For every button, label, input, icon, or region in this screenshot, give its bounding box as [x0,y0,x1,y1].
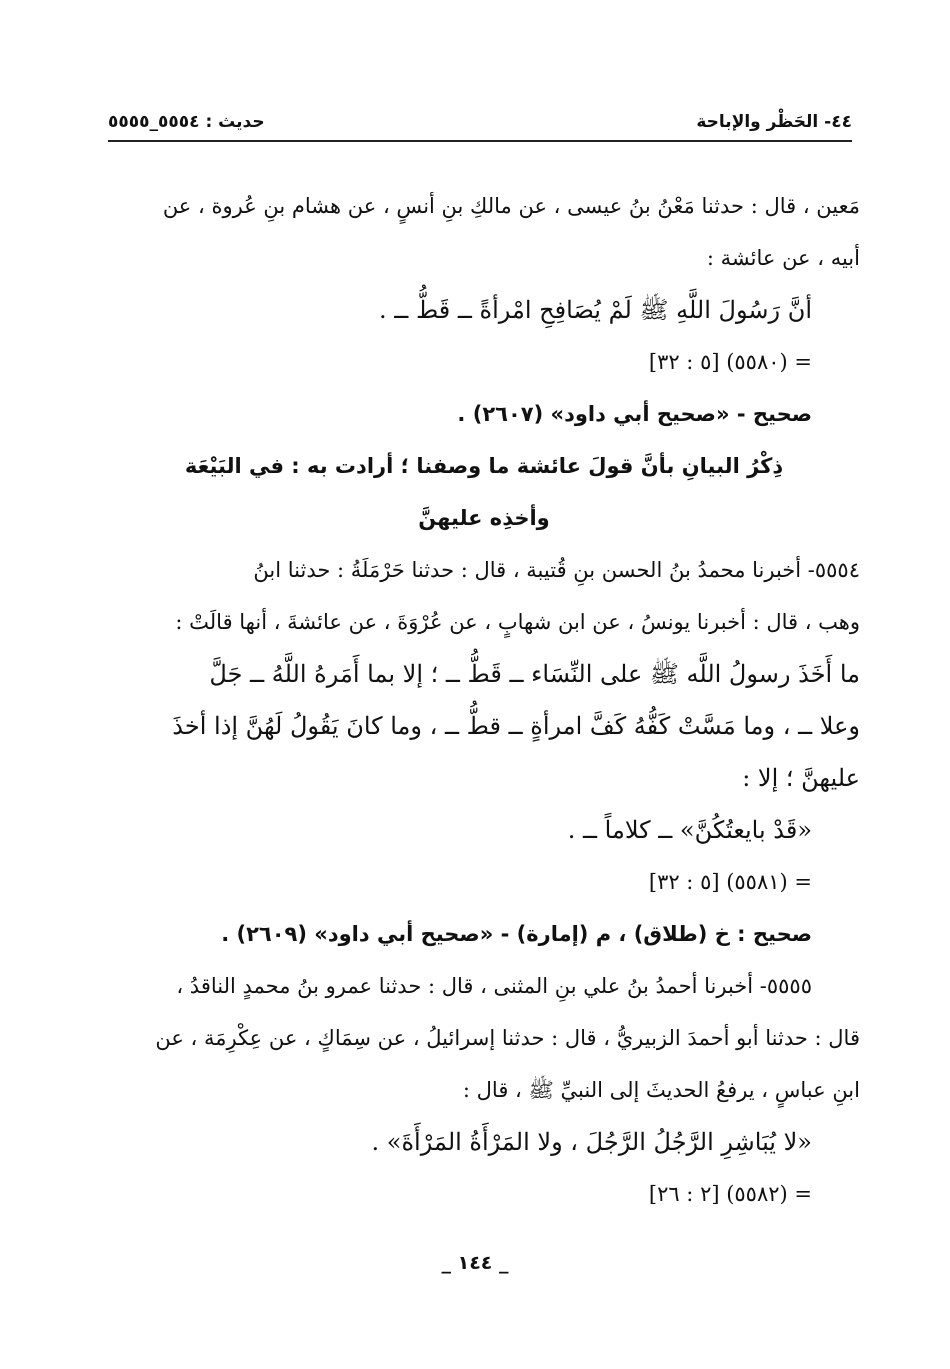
reference-line: = (٥٥٨١) [٥ : ٣٢] [648,870,812,894]
reference-line: = (٥٥٨٠) [٥ : ٣٢] [648,350,812,374]
text-line: قال : حدثنا أبو أحمدَ الزبيريُّ ، قال : حدثنا إسرائيلُ ، عن سِمَاكٍ ، عن عِكْرِمَة ، عن [155,1026,860,1050]
hadith-text: وعلا ــ ، وما مَسَّتْ كَفُّهُ كَفَّ امرأةٍ ــ قطُّ ــ ، وما كانَ يَقُولُ لَهُنَّ إذا أخذَ [172,712,860,740]
text-line: ابنِ عباسٍ ، يرفعُ الحديثَ إلى النبيِّ ﷺ ، قال : [462,1078,860,1102]
page-number: _ ١٤٤ _ [441,1252,509,1274]
grading-line: صحيح - «صحيح أبي داود» (٢٦٠٧) . [457,402,812,426]
hadith-text: «لا يُبَاشِرِ الرَّجُلُ الرَّجُلَ ، ولا المَرْأَةُ المَرْأَةَ» . [371,1128,812,1156]
hadith-range: حديث : ٥٥٥٤_٥٥٥٥ [108,112,265,132]
reference-line: = (٥٥٨٢) [٢ : ٢٦] [648,1182,812,1206]
page-header [108,104,852,142]
hadith-text: «قَدْ بايعتُكُنَّ» ــ كلاماً ــ . [567,816,812,844]
text-line: ٥٥٥٥- أخبرنا أحمدُ بنُ علي بنِ المثنى ، قال : حدثنا عمرو بنُ محمدٍ الناقدُ ، [176,974,812,998]
page-body [108,180,860,1220]
hadith-text: أنَّ رَسُولَ اللَّهِ ﷺ لَمْ يُصَافِحِ امْرأةً ــ قَطُّ ــ . [379,296,812,324]
text-line: أبيه ، عن عائشة : [706,246,860,270]
section-heading: ذِكْرُ البيانِ بأنَّ قولَ عائشة ما وصفنا ؛ أرادت به : في البَيْعَة [184,454,784,478]
text-line: ٥٥٥٤- أخبرنا محمدُ بنُ الحسن بنِ قُتيبة ، قال : حدثنا حَرْمَلَةُ : حدثنا ابنُ [253,558,860,582]
grading-line: صحيح : خ (طلاق) ، م (إمارة) - «صحيح أبي داود» (٢٦٠٩) . [221,922,812,946]
text-line: وهب ، قال : أخبرنا يونسُ ، عن ابن شهابٍ ، عن عُرْوَةَ ، عن عائشةَ ، أنها قالَتْ : [175,610,860,634]
hadith-text: ما أَخَذَ رسولُ اللَّه ﷺ على النِّسَاء ــ قَطُّ ــ ؛ إلا بما أَمَرهُ اللَّهُ ــ جَلَّ [209,660,860,688]
section-heading-cont: وأخذِه عليهنَّ [418,506,550,530]
hadith-text: عليهنَّ ؛ إلا : [742,764,860,792]
chapter-title: ٤٤- الحَظْر والإباحة [696,112,852,132]
text-line: مَعين ، قال : حدثنا مَعْنُ بنُ عيسى ، عن مالكِ بنِ أنسٍ ، عن هشام بنِ عُروة ، عن [162,194,860,218]
